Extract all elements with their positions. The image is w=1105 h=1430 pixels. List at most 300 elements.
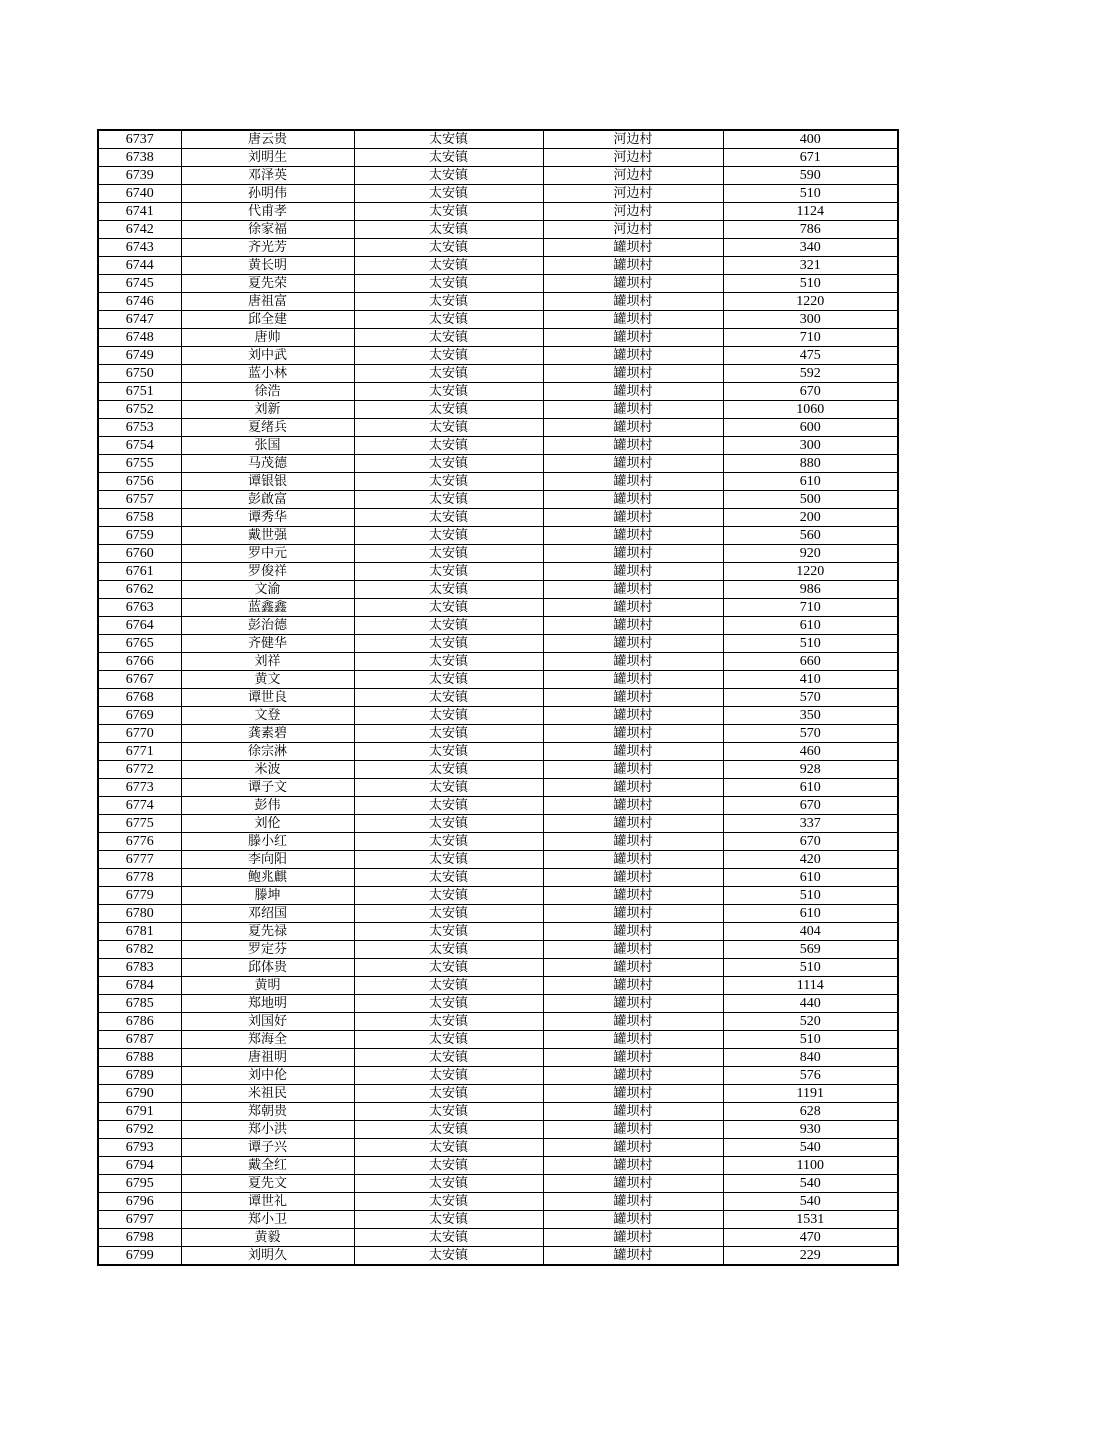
table-row bbox=[98, 365, 898, 383]
name-cell: 郑地明 bbox=[181, 995, 354, 1013]
village-cell: 罐坝村 bbox=[543, 653, 723, 671]
village-cell: 罐坝村 bbox=[543, 1247, 723, 1266]
amount-cell: 510 bbox=[723, 275, 898, 293]
row-number-cell: 6751 bbox=[98, 383, 181, 401]
table-row bbox=[98, 1139, 898, 1157]
amount-cell: 610 bbox=[723, 869, 898, 887]
table-row bbox=[98, 1121, 898, 1139]
amount-cell: 880 bbox=[723, 455, 898, 473]
table-row bbox=[98, 1085, 898, 1103]
name-cell: 龚素碧 bbox=[181, 725, 354, 743]
row-number-cell: 6787 bbox=[98, 1031, 181, 1049]
name-cell: 唐祖明 bbox=[181, 1049, 354, 1067]
name-cell: 谭子文 bbox=[181, 779, 354, 797]
village-cell: 河边村 bbox=[543, 149, 723, 167]
row-number-cell: 6748 bbox=[98, 329, 181, 347]
town-cell: 太安镇 bbox=[354, 851, 543, 869]
table-row bbox=[98, 617, 898, 635]
name-cell: 刘明久 bbox=[181, 1247, 354, 1266]
town-cell: 太安镇 bbox=[354, 527, 543, 545]
name-cell: 刘明生 bbox=[181, 149, 354, 167]
town-cell: 太安镇 bbox=[354, 1139, 543, 1157]
row-number-cell: 6737 bbox=[98, 130, 181, 149]
name-cell: 蓝小林 bbox=[181, 365, 354, 383]
table-row bbox=[98, 563, 898, 581]
village-cell: 罐坝村 bbox=[543, 1049, 723, 1067]
amount-cell: 610 bbox=[723, 473, 898, 491]
name-cell: 夏绪兵 bbox=[181, 419, 354, 437]
amount-cell: 321 bbox=[723, 257, 898, 275]
town-cell: 太安镇 bbox=[354, 1157, 543, 1175]
row-number-cell: 6762 bbox=[98, 581, 181, 599]
town-cell: 太安镇 bbox=[354, 491, 543, 509]
amount-cell: 229 bbox=[723, 1247, 898, 1266]
row-number-cell: 6764 bbox=[98, 617, 181, 635]
name-cell: 滕小红 bbox=[181, 833, 354, 851]
name-cell: 张国 bbox=[181, 437, 354, 455]
town-cell: 太安镇 bbox=[354, 761, 543, 779]
table-row bbox=[98, 149, 898, 167]
village-cell: 罐坝村 bbox=[543, 1085, 723, 1103]
village-cell: 河边村 bbox=[543, 185, 723, 203]
table-row bbox=[98, 257, 898, 275]
amount-cell: 410 bbox=[723, 671, 898, 689]
row-number-cell: 6773 bbox=[98, 779, 181, 797]
amount-cell: 350 bbox=[723, 707, 898, 725]
amount-cell: 510 bbox=[723, 887, 898, 905]
town-cell: 太安镇 bbox=[354, 545, 543, 563]
name-cell: 刘中伦 bbox=[181, 1067, 354, 1085]
table-row bbox=[98, 923, 898, 941]
town-cell: 太安镇 bbox=[354, 239, 543, 257]
name-cell: 戴全红 bbox=[181, 1157, 354, 1175]
table-row bbox=[98, 905, 898, 923]
table-row bbox=[98, 1067, 898, 1085]
amount-cell: 460 bbox=[723, 743, 898, 761]
row-number-cell: 6754 bbox=[98, 437, 181, 455]
amount-cell: 670 bbox=[723, 833, 898, 851]
table-row bbox=[98, 671, 898, 689]
town-cell: 太安镇 bbox=[354, 869, 543, 887]
row-number-cell: 6750 bbox=[98, 365, 181, 383]
row-number-cell: 6788 bbox=[98, 1049, 181, 1067]
town-cell: 太安镇 bbox=[354, 617, 543, 635]
town-cell: 太安镇 bbox=[354, 347, 543, 365]
row-number-cell: 6758 bbox=[98, 509, 181, 527]
table-row bbox=[98, 239, 898, 257]
row-number-cell: 6761 bbox=[98, 563, 181, 581]
table-row bbox=[98, 959, 898, 977]
name-cell: 夏先荣 bbox=[181, 275, 354, 293]
town-cell: 太安镇 bbox=[354, 1085, 543, 1103]
row-number-cell: 6794 bbox=[98, 1157, 181, 1175]
amount-cell: 475 bbox=[723, 347, 898, 365]
village-cell: 罐坝村 bbox=[543, 365, 723, 383]
town-cell: 太安镇 bbox=[354, 1049, 543, 1067]
name-cell: 谭秀华 bbox=[181, 509, 354, 527]
data-table bbox=[97, 129, 899, 1266]
amount-cell: 670 bbox=[723, 797, 898, 815]
name-cell: 齐光芳 bbox=[181, 239, 354, 257]
amount-cell: 710 bbox=[723, 599, 898, 617]
amount-cell: 660 bbox=[723, 653, 898, 671]
table-row bbox=[98, 887, 898, 905]
town-cell: 太安镇 bbox=[354, 203, 543, 221]
town-cell: 太安镇 bbox=[354, 329, 543, 347]
table-row bbox=[98, 275, 898, 293]
amount-cell: 300 bbox=[723, 311, 898, 329]
name-cell: 黄长明 bbox=[181, 257, 354, 275]
row-number-cell: 6790 bbox=[98, 1085, 181, 1103]
village-cell: 罐坝村 bbox=[543, 1211, 723, 1229]
village-cell: 罐坝村 bbox=[543, 923, 723, 941]
table-row bbox=[98, 1103, 898, 1121]
row-number-cell: 6745 bbox=[98, 275, 181, 293]
village-cell: 罐坝村 bbox=[543, 1175, 723, 1193]
table-row bbox=[98, 1031, 898, 1049]
town-cell: 太安镇 bbox=[354, 167, 543, 185]
name-cell: 唐祖富 bbox=[181, 293, 354, 311]
row-number-cell: 6765 bbox=[98, 635, 181, 653]
table-row bbox=[98, 851, 898, 869]
table-row bbox=[98, 383, 898, 401]
name-cell: 蓝鑫鑫 bbox=[181, 599, 354, 617]
amount-cell: 510 bbox=[723, 185, 898, 203]
row-number-cell: 6791 bbox=[98, 1103, 181, 1121]
village-cell: 罐坝村 bbox=[543, 959, 723, 977]
table-row bbox=[98, 581, 898, 599]
name-cell: 郑小卫 bbox=[181, 1211, 354, 1229]
row-number-cell: 6755 bbox=[98, 455, 181, 473]
amount-cell: 337 bbox=[723, 815, 898, 833]
amount-cell: 600 bbox=[723, 419, 898, 437]
table-row bbox=[98, 833, 898, 851]
town-cell: 太安镇 bbox=[354, 707, 543, 725]
table-row bbox=[98, 1175, 898, 1193]
table-row bbox=[98, 347, 898, 365]
amount-cell: 560 bbox=[723, 527, 898, 545]
row-number-cell: 6741 bbox=[98, 203, 181, 221]
row-number-cell: 6753 bbox=[98, 419, 181, 437]
town-cell: 太安镇 bbox=[354, 1103, 543, 1121]
table-row bbox=[98, 779, 898, 797]
table-row bbox=[98, 761, 898, 779]
village-cell: 罐坝村 bbox=[543, 941, 723, 959]
village-cell: 罐坝村 bbox=[543, 275, 723, 293]
table-row bbox=[98, 311, 898, 329]
table-row bbox=[98, 635, 898, 653]
amount-cell: 928 bbox=[723, 761, 898, 779]
village-cell: 罐坝村 bbox=[543, 311, 723, 329]
amount-cell: 610 bbox=[723, 905, 898, 923]
village-cell: 罐坝村 bbox=[543, 563, 723, 581]
table-row bbox=[98, 941, 898, 959]
table-row bbox=[98, 977, 898, 995]
table-row bbox=[98, 689, 898, 707]
name-cell: 谭银银 bbox=[181, 473, 354, 491]
amount-cell: 340 bbox=[723, 239, 898, 257]
town-cell: 太安镇 bbox=[354, 581, 543, 599]
town-cell: 太安镇 bbox=[354, 437, 543, 455]
village-cell: 罐坝村 bbox=[543, 1193, 723, 1211]
name-cell: 鲍兆麒 bbox=[181, 869, 354, 887]
village-cell: 河边村 bbox=[543, 167, 723, 185]
name-cell: 夏先文 bbox=[181, 1175, 354, 1193]
village-cell: 河边村 bbox=[543, 130, 723, 149]
table-row bbox=[98, 401, 898, 419]
village-cell: 罐坝村 bbox=[543, 671, 723, 689]
table-row bbox=[98, 1013, 898, 1031]
town-cell: 太安镇 bbox=[354, 455, 543, 473]
town-cell: 太安镇 bbox=[354, 905, 543, 923]
row-number-cell: 6767 bbox=[98, 671, 181, 689]
row-number-cell: 6796 bbox=[98, 1193, 181, 1211]
row-number-cell: 6752 bbox=[98, 401, 181, 419]
name-cell: 文渝 bbox=[181, 581, 354, 599]
village-cell: 罐坝村 bbox=[543, 725, 723, 743]
town-cell: 太安镇 bbox=[354, 1211, 543, 1229]
row-number-cell: 6766 bbox=[98, 653, 181, 671]
row-number-cell: 6798 bbox=[98, 1229, 181, 1247]
name-cell: 邱全建 bbox=[181, 311, 354, 329]
table-row bbox=[98, 725, 898, 743]
village-cell: 罐坝村 bbox=[543, 743, 723, 761]
village-cell: 罐坝村 bbox=[543, 1067, 723, 1085]
town-cell: 太安镇 bbox=[354, 509, 543, 527]
town-cell: 太安镇 bbox=[354, 959, 543, 977]
name-cell: 文登 bbox=[181, 707, 354, 725]
village-cell: 罐坝村 bbox=[543, 509, 723, 527]
row-number-cell: 6756 bbox=[98, 473, 181, 491]
row-number-cell: 6757 bbox=[98, 491, 181, 509]
row-number-cell: 6774 bbox=[98, 797, 181, 815]
name-cell: 郑海全 bbox=[181, 1031, 354, 1049]
town-cell: 太安镇 bbox=[354, 275, 543, 293]
table-row bbox=[98, 455, 898, 473]
name-cell: 谭子兴 bbox=[181, 1139, 354, 1157]
amount-cell: 470 bbox=[723, 1229, 898, 1247]
name-cell: 滕坤 bbox=[181, 887, 354, 905]
row-number-cell: 6785 bbox=[98, 995, 181, 1013]
town-cell: 太安镇 bbox=[354, 833, 543, 851]
town-cell: 太安镇 bbox=[354, 599, 543, 617]
name-cell: 邱体贵 bbox=[181, 959, 354, 977]
village-cell: 罐坝村 bbox=[543, 239, 723, 257]
village-cell: 罐坝村 bbox=[543, 905, 723, 923]
row-number-cell: 6742 bbox=[98, 221, 181, 239]
name-cell: 徐家福 bbox=[181, 221, 354, 239]
name-cell: 马茂德 bbox=[181, 455, 354, 473]
name-cell: 彭治德 bbox=[181, 617, 354, 635]
amount-cell: 520 bbox=[723, 1013, 898, 1031]
row-number-cell: 6779 bbox=[98, 887, 181, 905]
amount-cell: 610 bbox=[723, 779, 898, 797]
row-number-cell: 6740 bbox=[98, 185, 181, 203]
village-cell: 罐坝村 bbox=[543, 1031, 723, 1049]
row-number-cell: 6738 bbox=[98, 149, 181, 167]
row-number-cell: 6759 bbox=[98, 527, 181, 545]
amount-cell: 592 bbox=[723, 365, 898, 383]
town-cell: 太安镇 bbox=[354, 401, 543, 419]
amount-cell: 710 bbox=[723, 329, 898, 347]
table-row bbox=[98, 743, 898, 761]
village-cell: 罐坝村 bbox=[543, 1157, 723, 1175]
table-row bbox=[98, 1193, 898, 1211]
name-cell: 孙明伟 bbox=[181, 185, 354, 203]
row-number-cell: 6746 bbox=[98, 293, 181, 311]
town-cell: 太安镇 bbox=[354, 887, 543, 905]
name-cell: 刘祥 bbox=[181, 653, 354, 671]
village-cell: 罐坝村 bbox=[543, 329, 723, 347]
village-cell: 罐坝村 bbox=[543, 869, 723, 887]
name-cell: 米祖民 bbox=[181, 1085, 354, 1103]
town-cell: 太安镇 bbox=[354, 149, 543, 167]
town-cell: 太安镇 bbox=[354, 1121, 543, 1139]
town-cell: 太安镇 bbox=[354, 797, 543, 815]
row-number-cell: 6749 bbox=[98, 347, 181, 365]
town-cell: 太安镇 bbox=[354, 365, 543, 383]
town-cell: 太安镇 bbox=[354, 1229, 543, 1247]
table-row bbox=[98, 815, 898, 833]
town-cell: 太安镇 bbox=[354, 779, 543, 797]
town-cell: 太安镇 bbox=[354, 1175, 543, 1193]
name-cell: 夏先禄 bbox=[181, 923, 354, 941]
name-cell: 刘国好 bbox=[181, 1013, 354, 1031]
amount-cell: 986 bbox=[723, 581, 898, 599]
village-cell: 罐坝村 bbox=[543, 491, 723, 509]
table-row bbox=[98, 653, 898, 671]
name-cell: 徐宗淋 bbox=[181, 743, 354, 761]
village-cell: 罐坝村 bbox=[543, 401, 723, 419]
town-cell: 太安镇 bbox=[354, 1193, 543, 1211]
name-cell: 邓泽英 bbox=[181, 167, 354, 185]
name-cell: 彭伟 bbox=[181, 797, 354, 815]
amount-cell: 576 bbox=[723, 1067, 898, 1085]
row-number-cell: 6771 bbox=[98, 743, 181, 761]
name-cell: 唐云贵 bbox=[181, 130, 354, 149]
town-cell: 太安镇 bbox=[354, 221, 543, 239]
table-row bbox=[98, 473, 898, 491]
village-cell: 罐坝村 bbox=[543, 599, 723, 617]
row-number-cell: 6769 bbox=[98, 707, 181, 725]
row-number-cell: 6781 bbox=[98, 923, 181, 941]
row-number-cell: 6784 bbox=[98, 977, 181, 995]
village-cell: 罐坝村 bbox=[543, 437, 723, 455]
town-cell: 太安镇 bbox=[354, 743, 543, 761]
town-cell: 太安镇 bbox=[354, 1031, 543, 1049]
name-cell: 刘新 bbox=[181, 401, 354, 419]
table-row bbox=[98, 491, 898, 509]
town-cell: 太安镇 bbox=[354, 725, 543, 743]
table-row bbox=[98, 437, 898, 455]
table-row bbox=[98, 1229, 898, 1247]
name-cell: 徐浩 bbox=[181, 383, 354, 401]
village-cell: 罐坝村 bbox=[543, 707, 723, 725]
town-cell: 太安镇 bbox=[354, 689, 543, 707]
village-cell: 罐坝村 bbox=[543, 761, 723, 779]
row-number-cell: 6793 bbox=[98, 1139, 181, 1157]
town-cell: 太安镇 bbox=[354, 185, 543, 203]
village-cell: 罐坝村 bbox=[543, 1013, 723, 1031]
amount-cell: 540 bbox=[723, 1175, 898, 1193]
table-row bbox=[98, 527, 898, 545]
name-cell: 彭啟富 bbox=[181, 491, 354, 509]
name-cell: 谭世良 bbox=[181, 689, 354, 707]
town-cell: 太安镇 bbox=[354, 635, 543, 653]
village-cell: 罐坝村 bbox=[543, 995, 723, 1013]
amount-cell: 540 bbox=[723, 1139, 898, 1157]
table-row bbox=[98, 293, 898, 311]
town-cell: 太安镇 bbox=[354, 653, 543, 671]
row-number-cell: 6795 bbox=[98, 1175, 181, 1193]
table-row bbox=[98, 509, 898, 527]
village-cell: 罐坝村 bbox=[543, 383, 723, 401]
village-cell: 罐坝村 bbox=[543, 419, 723, 437]
amount-cell: 610 bbox=[723, 617, 898, 635]
name-cell: 代甫孝 bbox=[181, 203, 354, 221]
village-cell: 罐坝村 bbox=[543, 257, 723, 275]
village-cell: 罐坝村 bbox=[543, 797, 723, 815]
amount-cell: 510 bbox=[723, 959, 898, 977]
village-cell: 罐坝村 bbox=[543, 815, 723, 833]
row-number-cell: 6783 bbox=[98, 959, 181, 977]
village-cell: 罐坝村 bbox=[543, 1121, 723, 1139]
amount-cell: 1220 bbox=[723, 563, 898, 581]
table-row bbox=[98, 1049, 898, 1067]
village-cell: 罐坝村 bbox=[543, 1229, 723, 1247]
amount-cell: 510 bbox=[723, 635, 898, 653]
name-cell: 黄毅 bbox=[181, 1229, 354, 1247]
village-cell: 罐坝村 bbox=[543, 977, 723, 995]
amount-cell: 628 bbox=[723, 1103, 898, 1121]
name-cell: 刘中武 bbox=[181, 347, 354, 365]
amount-cell: 930 bbox=[723, 1121, 898, 1139]
village-cell: 罐坝村 bbox=[543, 545, 723, 563]
village-cell: 罐坝村 bbox=[543, 887, 723, 905]
amount-cell: 1124 bbox=[723, 203, 898, 221]
table-row bbox=[98, 707, 898, 725]
village-cell: 罐坝村 bbox=[543, 617, 723, 635]
name-cell: 罗定芬 bbox=[181, 941, 354, 959]
town-cell: 太安镇 bbox=[354, 1067, 543, 1085]
name-cell: 米波 bbox=[181, 761, 354, 779]
table-row bbox=[98, 185, 898, 203]
town-cell: 太安镇 bbox=[354, 311, 543, 329]
amount-cell: 840 bbox=[723, 1049, 898, 1067]
town-cell: 太安镇 bbox=[354, 977, 543, 995]
town-cell: 太安镇 bbox=[354, 293, 543, 311]
amount-cell: 510 bbox=[723, 1031, 898, 1049]
town-cell: 太安镇 bbox=[354, 923, 543, 941]
table-row bbox=[98, 1211, 898, 1229]
amount-cell: 300 bbox=[723, 437, 898, 455]
row-number-cell: 6777 bbox=[98, 851, 181, 869]
village-cell: 罐坝村 bbox=[543, 455, 723, 473]
row-number-cell: 6792 bbox=[98, 1121, 181, 1139]
amount-cell: 200 bbox=[723, 509, 898, 527]
table-row bbox=[98, 869, 898, 887]
table-row bbox=[98, 130, 898, 149]
amount-cell: 670 bbox=[723, 383, 898, 401]
amount-cell: 1100 bbox=[723, 1157, 898, 1175]
name-cell: 邓绍国 bbox=[181, 905, 354, 923]
name-cell: 刘伦 bbox=[181, 815, 354, 833]
row-number-cell: 6739 bbox=[98, 167, 181, 185]
amount-cell: 569 bbox=[723, 941, 898, 959]
amount-cell: 404 bbox=[723, 923, 898, 941]
row-number-cell: 6768 bbox=[98, 689, 181, 707]
village-cell: 罐坝村 bbox=[543, 527, 723, 545]
